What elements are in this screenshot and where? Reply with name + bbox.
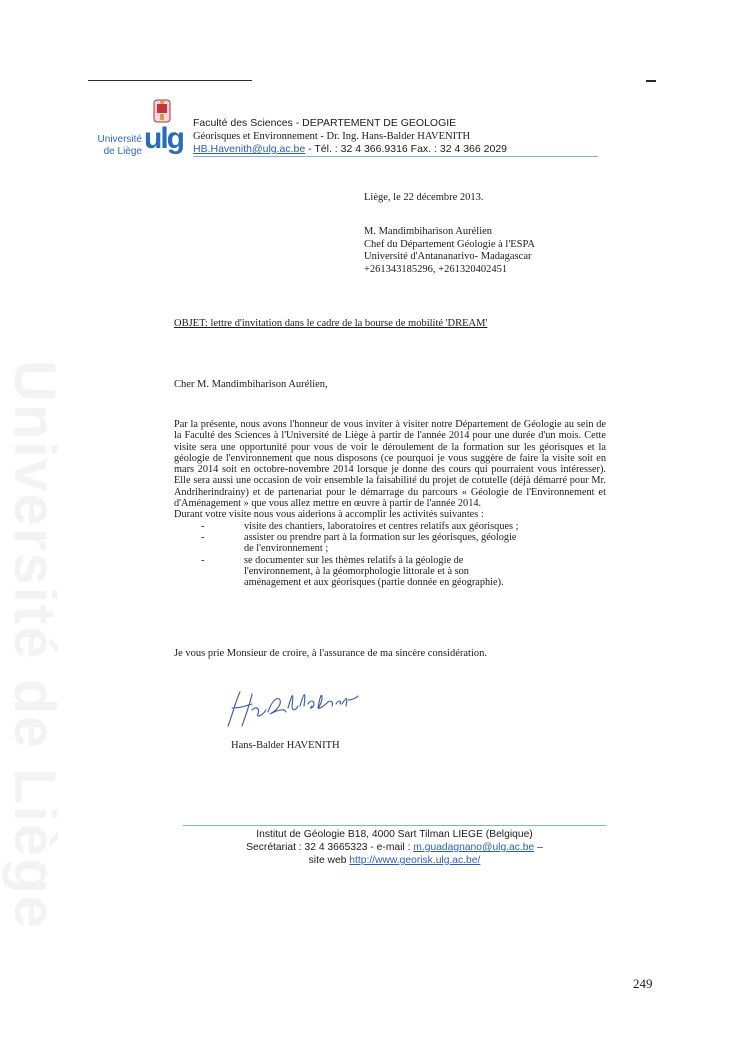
recipient-university: Université d'Antananarivo- Madagascar xyxy=(364,251,532,262)
letter-salutation: Cher M. Mandimbiharison Aurélien, xyxy=(174,379,328,390)
letter-date: Liège, le 22 décembre 2013. xyxy=(364,192,484,203)
header-contact xyxy=(193,143,507,156)
activity-text: visite des chantiers, laboratoires et centres relatifs aux géorisques ; xyxy=(244,520,519,532)
letter-body xyxy=(174,419,606,588)
footer-email-link[interactable]: m.guadagnano@ulg.ac.be xyxy=(413,842,535,853)
activity-item: - se documenter sur les thèmes relatifs à la géologie de l'environnement, à la géomorphologie littorale et à son aménagement et aux géorisques (partie donnée en géographie). xyxy=(201,554,504,589)
recipient-title: Chef du Département Géologie à l'ESPA xyxy=(364,238,535,250)
footer-dash: – xyxy=(534,842,543,853)
logo-text-liege: de Liège xyxy=(103,146,142,157)
handwritten-signature xyxy=(222,686,362,734)
header-phone-fax: - Tél. : 32 4 366.9316 Fax. : 32 4 366 2029 xyxy=(305,143,508,155)
body-paragraph-2: Durant votre visite nous vous aiderions à accomplir les activités suivantes : xyxy=(174,509,484,521)
footer-address: Institut de Géologie B18, 4000 Sart Tilman LIEGE (Belgique) xyxy=(256,829,533,840)
university-logo xyxy=(92,98,182,160)
body-paragraph-1: Par la présente, nous avons l'honneur de vous inviter à visiter notre Département de Géologie au sein de la Faculté des Sciences à l'Université de Liège à partir de l'année 2014 pour une durée d'un mois. Cette visite sera une opportunité pour vous de voir le déroulement de la formation sur les géorisques et la géologie de l'environnement que nous disposons (ce pourquoi je vous suggère de faire la visite soit en mars 2014 soit en octobre-novembre 2014 lorsque je donne des cours qui pourraient vous intéresser). Elle sera aussi une occasion de voir ensemble la faisabilité du projet de cotutelle (déjà démarré pour Mr. Andriherindrainy) et de partenariat pour le démarrage du parcours « Géologie de l'Environnement et d'Aménagement » que vous allez mettre en œuvre à partir de l'année 2014. xyxy=(174,419,606,510)
recipient-block xyxy=(364,226,535,276)
header-email-link[interactable]: HB.Havenith@ulg.ac.be xyxy=(193,143,306,155)
page-number: 249 xyxy=(633,976,653,991)
activity-text: assister ou prendre part à la formation sur les géorisques, géologie de l'environnement ; xyxy=(244,531,517,555)
activities-list xyxy=(201,521,521,589)
letter-closing: Je vous prie Monsieur de croire, à l'assurance de ma sincère considération. xyxy=(174,648,487,659)
header-line-department: Géorisques et Environnement - Dr. Ing. Hans-Balder HAVENITH xyxy=(193,131,471,142)
letter-subject: OBJET: lettre d'invitation dans le cadre de la bourse de mobilité 'DREAM' xyxy=(174,318,488,329)
watermark: Université de Liège xyxy=(2,360,67,930)
activity-item: - assister ou prendre part à la formation sur les géorisques, géologie de l'environnement ; xyxy=(201,531,517,555)
header-rule xyxy=(193,156,598,157)
footer-secretariat-text: Secrétariat : 32 4 3665323 - e-mail : xyxy=(246,842,414,853)
logo-letters: ulg xyxy=(144,122,183,155)
recipient-phones: +261343185296, +261320402451 xyxy=(364,263,508,275)
footer-block xyxy=(183,828,606,867)
header-line-faculty: Faculté des Sciences - DEPARTEMENT DE GEOLOGIE xyxy=(193,117,457,129)
footer-website xyxy=(183,854,606,867)
recipient-name: M. Mandimbiharison Aurélien xyxy=(364,226,493,237)
activity-item: - visite des chantiers, laboratoires et centres relatifs aux géorisques ; xyxy=(201,520,519,532)
footer-website-link[interactable]: http://www.georisk.ulg.ac.be/ xyxy=(349,855,481,866)
logo-text-universite: Université xyxy=(97,134,142,145)
footer-website-label: site web xyxy=(308,855,350,866)
footer-secretariat xyxy=(183,841,606,854)
signatory-name: Hans-Balder HAVENITH xyxy=(231,740,340,751)
top-right-mark xyxy=(646,80,656,82)
activity-text: se documenter sur les thèmes relatifs à la géologie de l'environnement, à la géomorphologie littorale et à son aménagement et aux géorisques (partie donnée en géographie). xyxy=(244,554,504,589)
footer-rule xyxy=(183,825,606,826)
top-rule xyxy=(88,80,252,81)
